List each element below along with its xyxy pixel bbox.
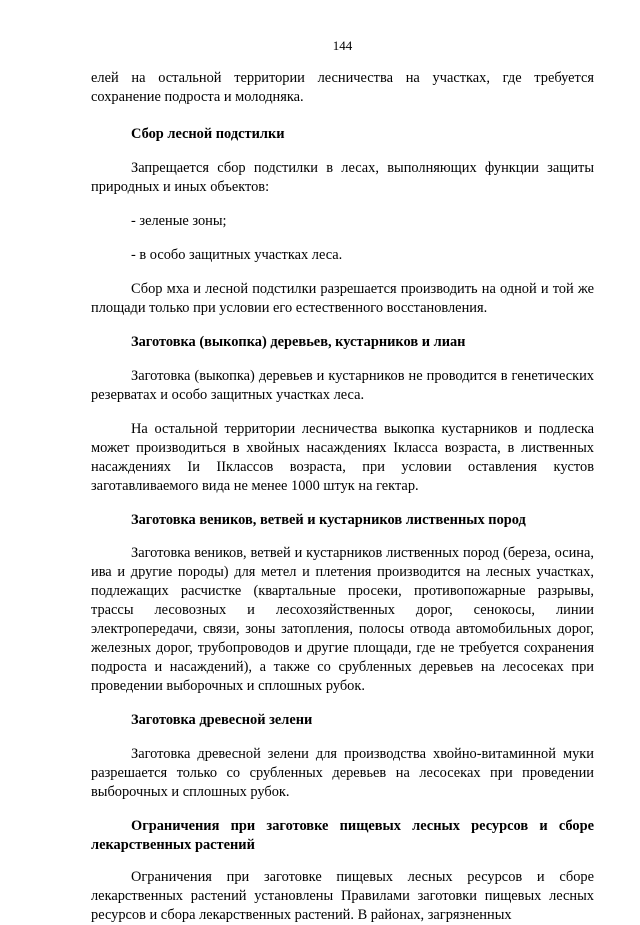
list-item-protected-areas: - в особо защитных участках леса. — [131, 247, 343, 263]
page-content — [91, 69, 594, 925]
paragraph-moss-collection: Сбор мха и лесной подстилки разрешается производить на одной и той же площади только при условии его естественного восстановления. — [91, 281, 594, 316]
paragraph-digging-restrictions: Заготовка (выкопка) деревьев и кустарников не проводится в генетических резерватах и особо защитных участках леса. — [91, 368, 594, 403]
paragraph-digging-rules: На остальной территории лесничества выкопка кустарников и подлеска может производиться в хвойных насаждениях Iкласса возраста, в лиственных насаждениях Iи IIклассов возраста, при условии оставления кустов заготавливаемого вида не менее 1000 штук на гектар. — [91, 421, 594, 494]
heading-tree-digging: Заготовка (выкопка) деревьев, кустарников и лиан — [131, 334, 466, 350]
paragraph-food-resources: Ограничения при заготовке пищевых лесных ресурсов и сборе лекарственных растений установлены Правилами заготовки пищевых лесных ресурсов и сбора лекарственных растений. В районах, загрязненных — [91, 869, 594, 923]
list-item-green-zones: - зеленые зоны; — [131, 213, 227, 229]
paragraph-litter-ban: Запрещается сбор подстилки в лесах, выполняющих функции защиты природных и иных объектов: — [91, 160, 594, 195]
heading-food-resources: Ограничения при заготовке пищевых лесных ресурсов и сборе лекарственных растений — [91, 818, 594, 853]
paragraph-greenery-rules: Заготовка древесной зелени для производства хвойно-витаминной муки разрешается только со срубленных деревьев на лесосеках при проведении выборочных и сплошных рубок. — [91, 746, 594, 800]
page-number: 144 — [332, 38, 353, 53]
heading-litter-collection: Сбор лесной подстилки — [131, 126, 285, 142]
paragraph-continuation: елей на остальной территории лесничества на участках, где требуется сохранение подроста и молодняка. — [91, 70, 594, 105]
heading-tree-greenery: Заготовка древесной зелени — [131, 712, 313, 728]
heading-brooms-branches: Заготовка веников, ветвей и кустарников лиственных пород — [131, 512, 526, 528]
paragraph-brooms-rules: Заготовка веников, ветвей и кустарников лиственных пород (береза, осина, ива и другие породы) для метел и плетения производится на лесных участках, подлежащих расчистке (квартальные просеки, противопожарные разрывы, трассы лесовозных и лесохозяйственных дорог, сенокосы, линии электропередачи, связи, зоны затопления, полосы отвода автомобильных дорог, железных дорог, трубопроводов и другие площади, где не требуется сохранения подроста и насаждений), а также со срубленных деревьев на лесосеках при проведении выборочных и сплошных рубок. — [91, 545, 594, 694]
